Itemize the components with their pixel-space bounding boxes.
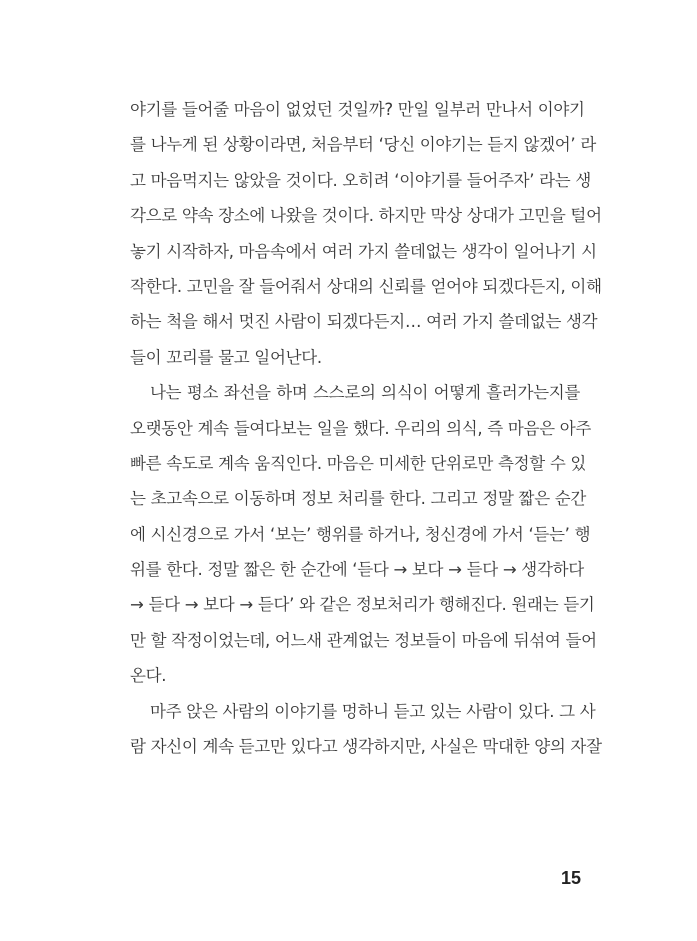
page-number: 15 — [560, 868, 581, 888]
text-line: 위를 한다. 정말 짧은 한 순간에 ‘듣다 → 보다 → 듣다 → 생각하다 — [130, 560, 584, 580]
paragraph-1 — [130, 92, 602, 375]
text-line: 고 마음먹지는 않았을 것이다. 오히려 ‘이야기를 들어주자’ 라는 생 — [130, 170, 592, 190]
text-line: 를 나누게 된 상황이라면, 처음부터 ‘당신 이야기는 듣지 않겠어’ 라 — [130, 135, 596, 155]
text-line: 빠른 속도로 계속 움직인다. 마음은 미세한 단위로만 측정할 수 있 — [130, 453, 587, 473]
text-line: 놓기 시작하자, 마음속에서 여러 가지 쓸데없는 생각이 일어나기 시 — [130, 241, 597, 261]
text-line: 하는 척을 해서 멋진 사람이 되겠다든지… 여러 가지 쓸데없는 생각 — [130, 312, 598, 332]
text-line: 오랫동안 계속 들여다보는 일을 했다. 우리의 의식, 즉 마음은 아주 — [130, 418, 592, 438]
paragraph-2 — [130, 375, 597, 694]
text-line: 온다. — [130, 666, 167, 686]
text-line: 나는 평소 좌선을 하며 스스로의 의식이 어떻게 흘러가는지를 — [150, 383, 580, 403]
text-line: 마주 앉은 사람의 이야기를 멍하니 듣고 있는 사람이 있다. 그 사 — [150, 701, 596, 721]
paragraph-3 — [130, 694, 602, 765]
body-text — [130, 92, 602, 764]
text-line: 람 자신이 계속 듣고만 있다고 생각하지만, 사실은 막대한 양의 자잘 — [130, 737, 602, 757]
text-line: 들이 꼬리를 물고 일어난다. — [130, 347, 322, 367]
text-line: 는 초고속으로 이동하며 정보 처리를 한다. 그리고 정말 짧은 순간 — [130, 489, 587, 509]
text-line: 만 할 작정이었는데, 어느새 관계없는 정보들이 마음에 뒤섞여 들어 — [130, 630, 597, 650]
text-line: 에 시신경으로 가서 ‘보는’ 행위를 하거나, 청신경에 가서 ‘듣는’ 행 — [130, 524, 591, 544]
text-line: 각으로 약속 장소에 나왔을 것이다. 하지만 막상 상대가 고민을 털어 — [130, 206, 602, 226]
text-line: 작한다. 고민을 잘 들어줘서 상대의 신뢰를 얻어야 되겠다든지, 이해 — [130, 276, 602, 296]
text-line: 야기를 들어줄 마음이 없었던 것일까? 만일 일부러 만나서 이야기 — [130, 100, 585, 119]
text-line: → 듣다 → 보다 → 듣다’ 와 같은 정보처리가 행해진다. 원래는 듣기 — [130, 595, 595, 615]
